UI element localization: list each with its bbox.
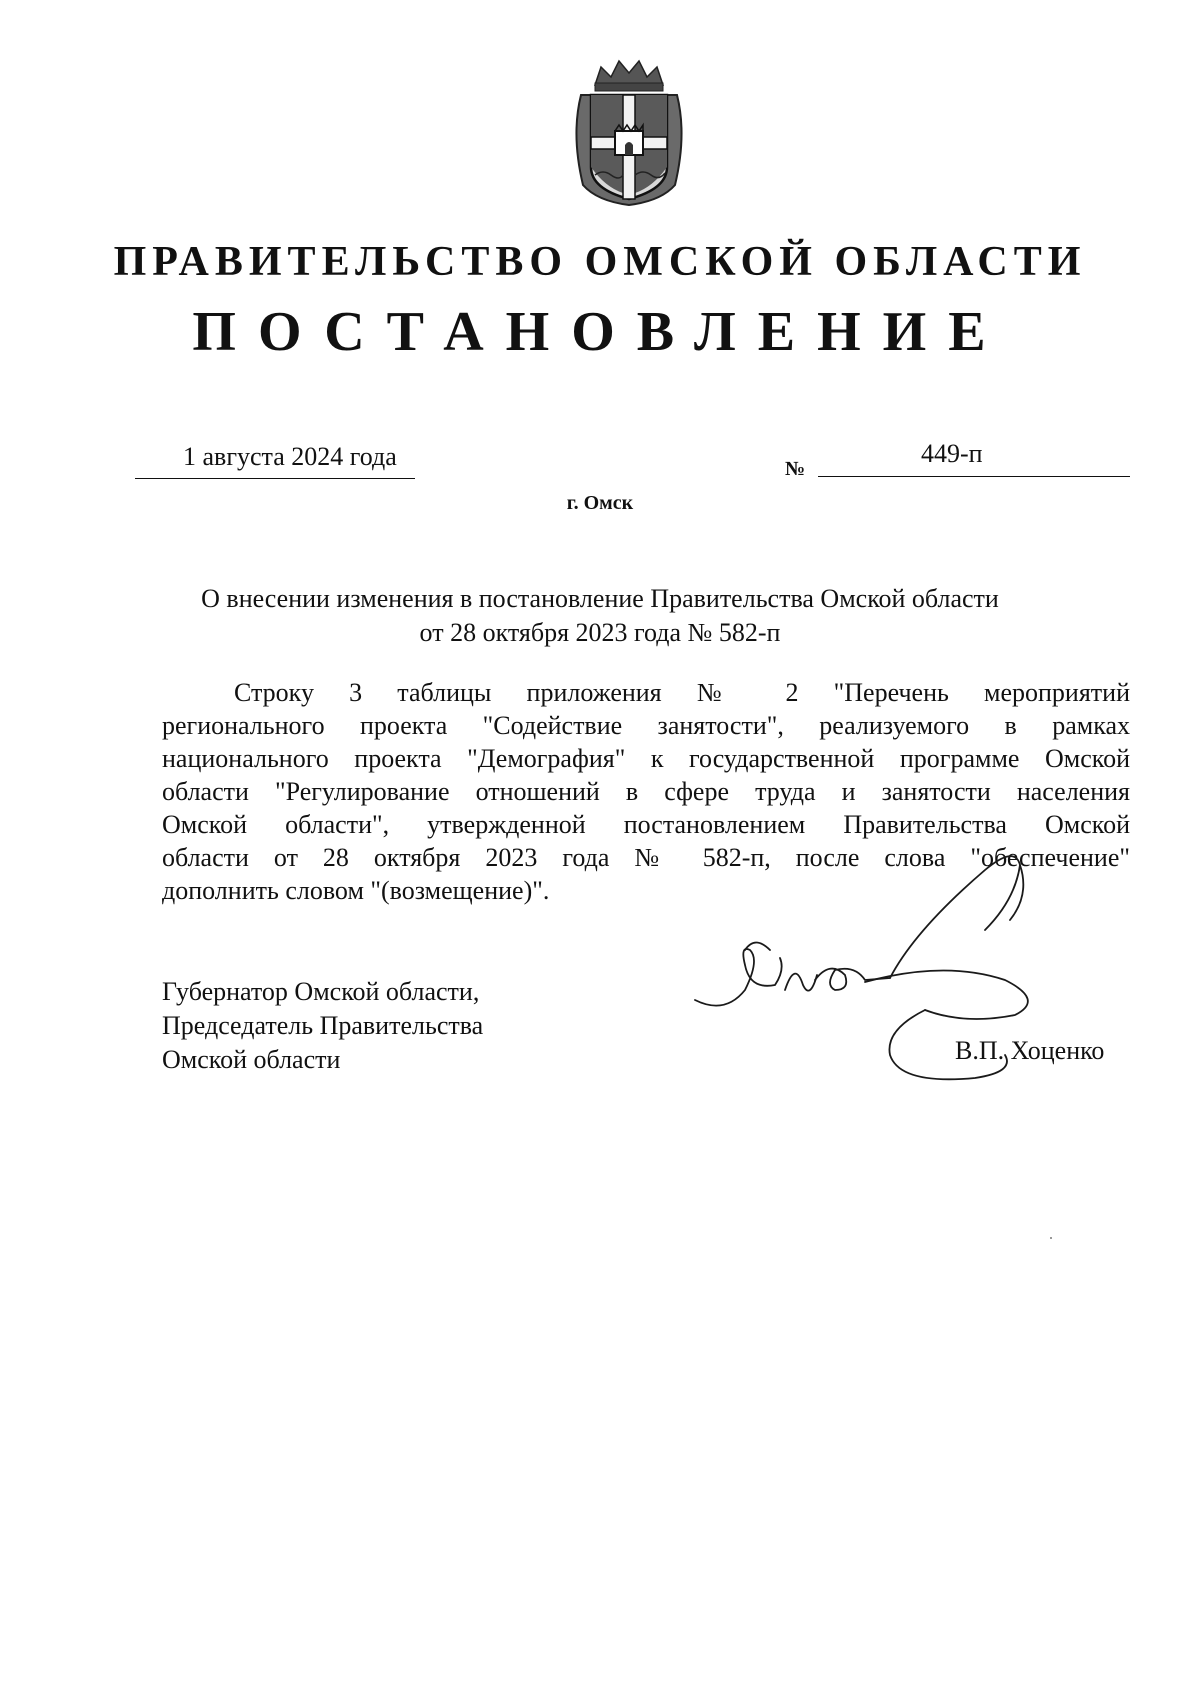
signer-position-line: Председатель Правительства — [162, 1011, 484, 1040]
body-line: Строку 3 таблицы приложения № 2 "Перечень мероприятий — [234, 678, 1130, 707]
document-type-title: ПОСТАНОВЛЕНИЕ — [192, 301, 1008, 363]
omsk-region-coat-of-arms-icon — [567, 55, 691, 207]
body-line: области "Регулирование отношений в сфере труда и занятости населения — [162, 777, 1130, 806]
body-line: Омской области", утвержденной постановлением Правительства Омской — [162, 810, 1130, 839]
document-date: 1 августа 2024 года — [183, 442, 397, 471]
document-city: г. Омск — [566, 492, 634, 514]
body-line: дополнить словом "(возмещение)". — [162, 876, 550, 905]
document-date-field — [135, 438, 415, 479]
subject-line: от 28 октября 2023 года № 582-п — [419, 618, 781, 647]
body-line: области от 28 октября 2023 года № 582-п, после слова "обеспечение" — [162, 843, 1130, 872]
number-sign: № — [785, 458, 806, 480]
signer-position-line: Губернатор Омской области, — [162, 977, 480, 1006]
document-number: 449-п — [921, 439, 983, 468]
signer-position — [162, 975, 483, 1077]
document-subject — [150, 582, 1050, 650]
signer-position-line: Омской области — [162, 1045, 341, 1074]
signer-name: В.П. Хоценко — [955, 1036, 1105, 1065]
organization-title: ПРАВИТЕЛЬСТВО ОМСКОЙ ОБЛАСТИ — [113, 239, 1087, 285]
scan-speck — [1050, 1237, 1052, 1239]
subject-line: О внесении изменения в постановление Правительства Омской области — [201, 584, 999, 613]
document-number-field — [818, 436, 1130, 477]
body-line: национального проекта "Демография" к государственной программе Омской — [162, 744, 1130, 773]
body-line: регионального проекта "Содействие занятости", реализуемого в рамках — [162, 711, 1130, 740]
